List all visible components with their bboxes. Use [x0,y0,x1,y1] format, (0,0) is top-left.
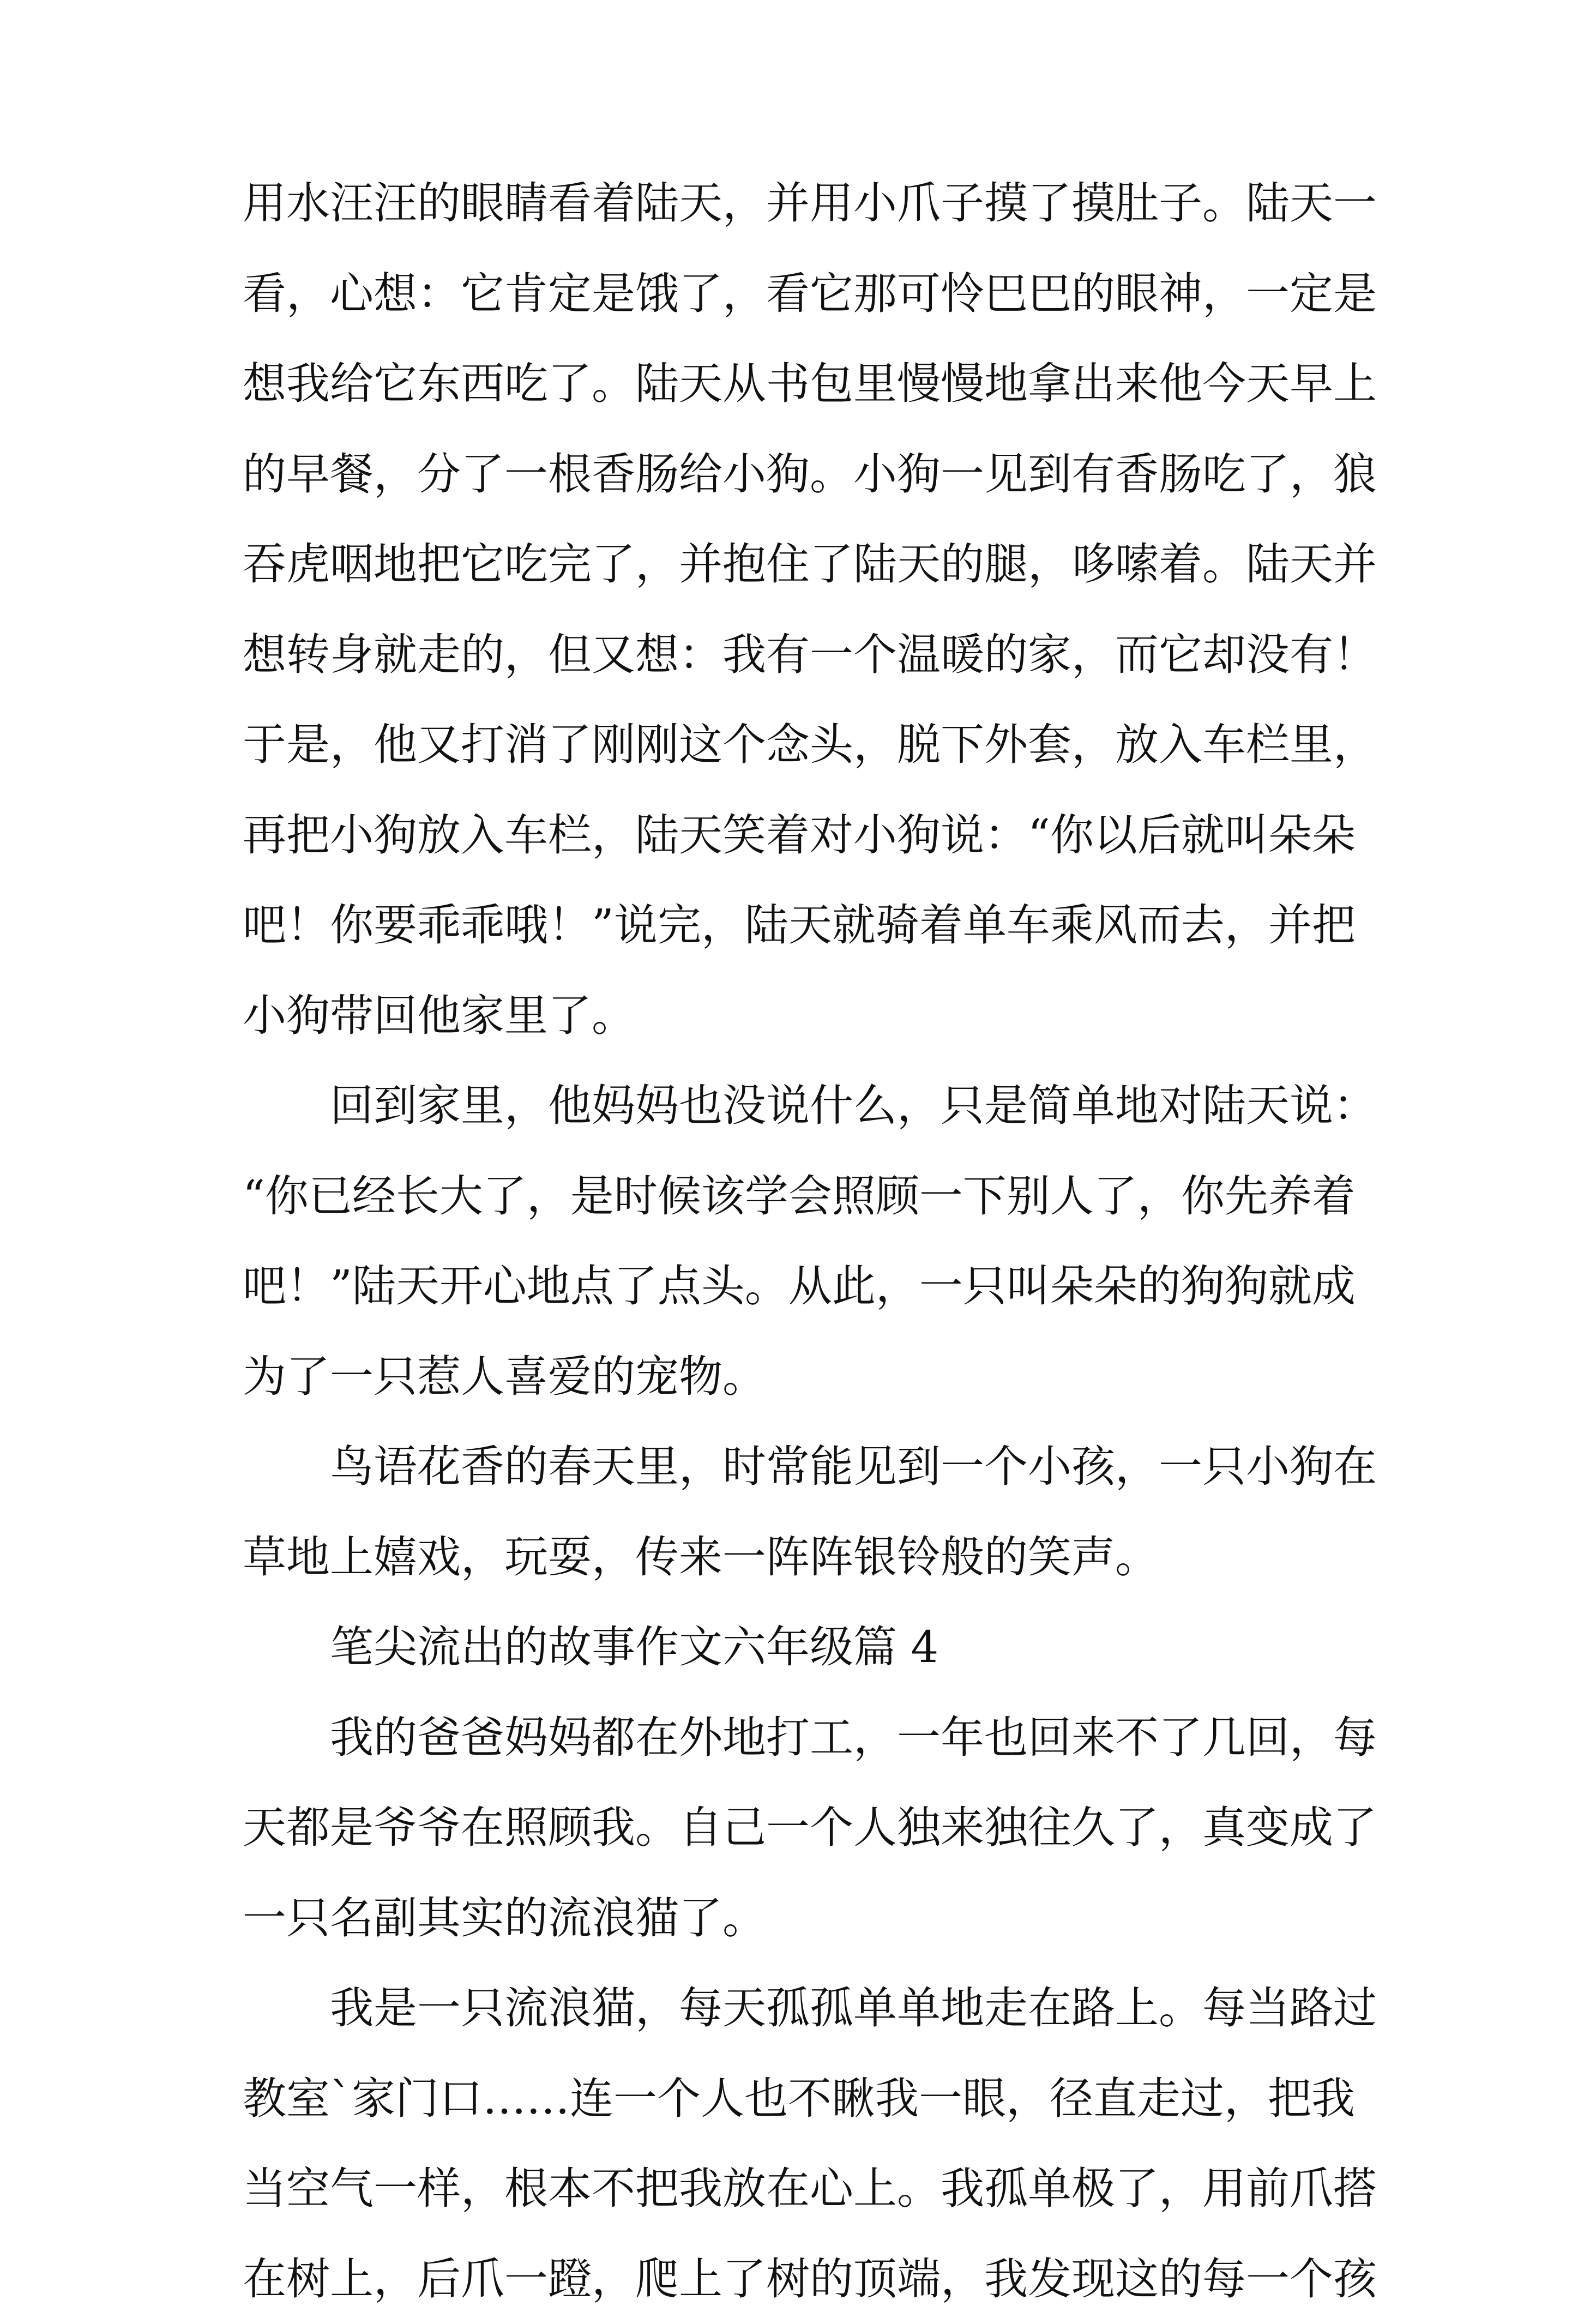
text-line: 教室`家门口……连一个人也不瞅我一眼，径直走过，把我 [243,2054,1355,2144]
text-line: 回到家里，他妈妈也没说什么，只是简单地对陆天说： [243,1061,1355,1151]
text-line: 的早餐，分了一根香肠给小狗。小狗一见到有香肠吃了，狼 [243,429,1355,520]
text-line: 在树上，后爪一蹬，爬上了树的顶端，我发现这的每一个孩 [243,2234,1355,2324]
text-line: 吧！你要乖乖哦！”说完，陆天就骑着单车乘风而去，并把 [243,880,1355,971]
section-heading [243,1602,1355,1693]
text-line: 当空气一样，根本不把我放在心上。我孤单极了，用前爪搭 [243,2144,1355,2234]
text-line: 用水汪汪的眼睛看着陆天，并用小爪子摸了摸肚子。陆天一 [243,158,1355,249]
text-line: 小狗带回他家里了。 [243,971,1355,1061]
section-heading-text: 笔尖流出的故事作文六年级篇 4 [243,1602,1355,1693]
document-body [243,158,1355,2324]
text-line: 再把小狗放入车栏，陆天笑着对小狗说：“你以后就叫朵朵 [243,790,1355,881]
text-line: 一只名副其实的流浪猫了。 [243,1873,1355,1964]
text-line: 天都是爷爷在照顾我。自己一个人独来独往久了，真变成了 [243,1783,1355,1873]
paragraph-2 [243,1061,1355,1422]
paragraph-1 [243,158,1355,1061]
text-line: 为了一只惹人喜爱的宠物。 [243,1332,1355,1422]
text-line: 吧！”陆天开心地点了点头。从此，一只叫朵朵的狗狗就成 [243,1241,1355,1332]
text-line: 我的爸爸妈妈都在外地打工，一年也回来不了几回，每 [243,1693,1355,1783]
paragraph-3 [243,1422,1355,1602]
text-line: 吞虎咽地把它吃完了，并抱住了陆天的腿，哆嗦着。陆天并 [243,519,1355,610]
text-line: 看，心想：它肯定是饿了，看它那可怜巴巴的眼神，一定是 [243,249,1355,339]
text-line: 想我给它东西吃了。陆天从书包里慢慢地拿出来他今天早上 [243,339,1355,429]
text-line: 想转身就走的，但又想：我有一个温暖的家，而它却没有！ [243,610,1355,700]
text-line: 草地上嬉戏，玩耍，传来一阵阵银铃般的笑声。 [243,1512,1355,1603]
text-line: 于是，他又打消了刚刚这个念头，脱下外套，放入车栏里， [243,700,1355,790]
text-line: “你已经长大了，是时候该学会照顾一下别人了，你先养着 [243,1151,1355,1242]
paragraph-5 [243,1693,1355,1964]
text-line: 我是一只流浪猫，每天孤孤单单地走在路上。每当路过 [243,1963,1355,2054]
paragraph-6 [243,1963,1355,2324]
text-line: 鸟语花香的春天里，时常能见到一个小孩，一只小狗在 [243,1422,1355,1512]
